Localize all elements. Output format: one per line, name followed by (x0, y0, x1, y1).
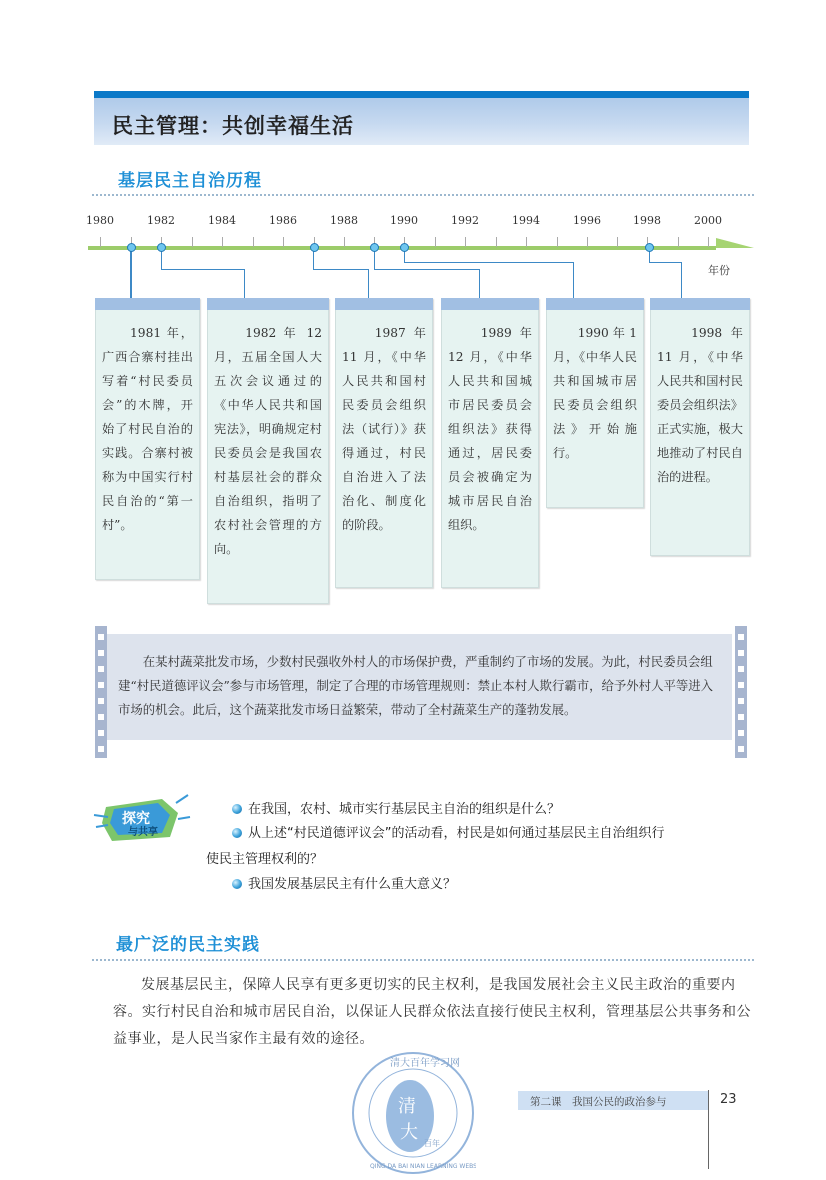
svg-text:百年: 百年 (424, 1139, 440, 1148)
section-divider (92, 959, 754, 961)
page-title: 民主管理：共创幸福生活 (112, 113, 354, 138)
year-label: 1984 (208, 214, 236, 227)
timeline-event-dot (127, 243, 136, 252)
question-3: 我国发展基层民主有什么重大意义？ (232, 873, 456, 892)
bullet-icon (232, 879, 242, 889)
year-label: 1998 (633, 214, 661, 227)
chapter-header (94, 91, 749, 145)
page-number: 23 (720, 1092, 737, 1107)
svg-text:清大百年学习网: 清大百年学习网 (390, 1058, 460, 1069)
event-text: 1981 年，广西合寨村挂出写着“村民委员会”的木牌，开始了村民自治的实践。合寨村被称为中国实行村民自治的“第一村”。 (102, 326, 193, 532)
year-label: 1988 (330, 214, 358, 227)
year-label: 1982 (147, 214, 175, 227)
timeline-event-dot (310, 243, 319, 252)
section-title-practice: 最广泛的民主实践 (116, 935, 260, 955)
watermark-seal-icon (350, 1050, 476, 1176)
body-paragraph: 发展基层民主，保障人民享有更多更切实的民主权利，是我国发展社会主义民主政治的重要内容。实行村民自治和城市居民自治，以保证人民群众依法直接行使民主权利，管理基层公共事务和公益事业，是人民当家作主最有效的途径。 (113, 977, 751, 1047)
year-label: 1994 (512, 214, 540, 227)
section-divider (92, 194, 754, 196)
event-text: 1989 年 12 月，《中华人民共和国城市居民委员会组织法》获得通过，居民委员会被确定为城市居民自治组织。 (448, 326, 536, 532)
timeline-event-dot (370, 243, 379, 252)
question-2: 从上述“村民道德评议会”的活动看，村民是如何通过基层民主自治组织行 (232, 822, 664, 841)
event-card-1990 (546, 298, 644, 508)
event-card-1982 (207, 298, 329, 604)
year-label: 1980 (86, 214, 114, 227)
timeline-unit-label: 年份 (708, 264, 730, 277)
footer-chapter-label: 第二课 我国公民的政治参与 (530, 1096, 667, 1108)
header-accent-bar (94, 91, 749, 98)
event-card-1987 (335, 298, 433, 588)
event-card-1989 (441, 298, 539, 588)
svg-text:清: 清 (398, 1096, 416, 1117)
film-strip-left-icon (95, 626, 107, 758)
svg-text:QING DA BAI NIAN LEARNING WEBS: QING DA BAI NIAN LEARNING WEBSITE (370, 1163, 476, 1170)
event-text: 1998 年 11 月，《中华人民共和国村民委员会组织法》正式实施，极大地推动了村民自治的进程。 (657, 326, 747, 484)
timeline-event-dot (157, 243, 166, 252)
event-text: 1982 年 12 月，五届全国人大五次会议通过的《中华人民共和国宪法》，明确规定村民委员会是我国农村基层社会的群众自治组织，指明了农村社会管理的方向。 (214, 326, 326, 556)
question-2-continued: 使民主管理权利的？ (206, 852, 324, 867)
year-label: 1986 (269, 214, 297, 227)
event-text: 1987 年 11 月，《中华人民共和国村民委员会组织法（试行）》获得通过，村民自治进入了法治化、制度化的阶段。 (342, 326, 430, 532)
svg-text:大: 大 (400, 1122, 418, 1143)
event-card-1981 (95, 298, 200, 580)
svg-text:探究: 探究 (122, 811, 150, 827)
year-label: 1990 (390, 214, 418, 227)
event-card-1998 (650, 298, 750, 556)
event-text: 1990 年 1 月，《中华人民共和国城市居民委员会组织法》开始施行。 (553, 326, 641, 460)
timeline-event-dot (645, 243, 654, 252)
case-study-text: 在某村蔬菜批发市场，少数村民强收外村人的市场保护费，严重制约了市场的发展。为此，村民委员会组建“村民道德评议会”参与市场管理，制定了合理的市场管理规则：禁止本村人欺行霸市，给予外村人平等进入市场的机会。此后，这个蔬菜批发市场日益繁荣，带动了全村蔬菜生产的蓬勃发展。 (118, 654, 714, 717)
year-label: 1992 (451, 214, 479, 227)
year-label: 1996 (573, 214, 601, 227)
timeline-arrow-icon (716, 238, 754, 248)
year-label: 2000 (694, 214, 722, 227)
question-1: 在我国，农村、城市实行基层民主自治的组织是什么？ (232, 798, 560, 817)
footer-divider (708, 1090, 709, 1169)
svg-text:与共享: 与共享 (128, 827, 158, 838)
timeline-event-dot (400, 243, 409, 252)
film-strip-right-icon (735, 626, 747, 758)
explore-share-logo-icon (92, 793, 192, 845)
bullet-icon (232, 804, 242, 814)
section-title-history: 基层民主自治历程 (118, 171, 262, 191)
bullet-icon (232, 828, 242, 838)
